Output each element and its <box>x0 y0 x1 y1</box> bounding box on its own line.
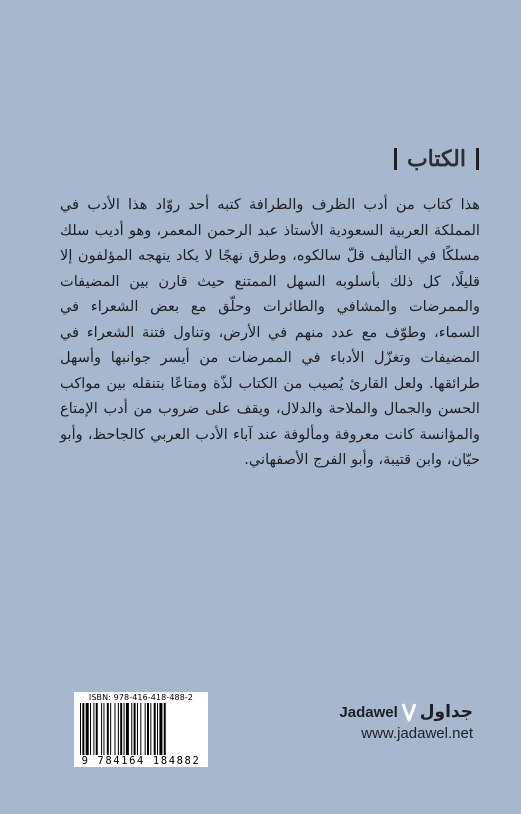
publisher-url: www.jadawel.net <box>361 725 473 742</box>
publisher-block <box>313 701 473 742</box>
heading-bar-left <box>394 148 397 170</box>
barcode-digits: 9 784164 184882 <box>81 755 201 767</box>
publisher-name-latin: Jadawel <box>339 703 398 721</box>
barcode-icon <box>80 703 202 755</box>
publisher-logo-icon <box>401 701 417 723</box>
book-description <box>60 192 480 473</box>
barcode-block <box>74 692 208 767</box>
section-heading <box>394 148 479 170</box>
isbn-label: ISBN: 978-416-418-488-2 <box>88 693 194 702</box>
heading-bar-right <box>476 148 479 170</box>
section-title: الكتاب <box>406 146 466 172</box>
publisher-logo <box>313 701 473 723</box>
publisher-name-arabic: جداول <box>419 702 473 722</box>
description-paragraph: هذا كتاب من أدب الظرف والطرافة كتبه أحد روّاد هذا الأدب في المملكة العربية السعودية الأستاذ عبد الرحمن المعمر، وهو أديب سلك مسلكًا في التأليف قلّ سالكوه، وطرق نهجًا لا يكاد ينهجه المؤلفون إلا قليلًا، كل ذلك بأسلوبه السهل الممتنع حيث قارن بين المضيفات والممرضات والمشافي والطائرات وحلّق مع بعض الشعراء في السماء، وطوّف مع عدد منهم في الأرض، وتناول فتنة الشعراء في المضيفات وتغزّل الأدباء في الممرضات من أيسر جوانبها وأسهل طرائقها. ولعل القارئ يُصيب من الكتاب لذّة ومتاعًا بتنقله بين مواكب الحسن والجمال والملاحة والدلال، ويقف على ضروب من أدب الإمتاع والمؤانسة كانت معروفة ومألوفة عند آباء الأدب العربي كالجاحظ، وأبو حيّان، وابن قتيبة، وأبو الفرج الأصفهاني. <box>60 196 480 468</box>
